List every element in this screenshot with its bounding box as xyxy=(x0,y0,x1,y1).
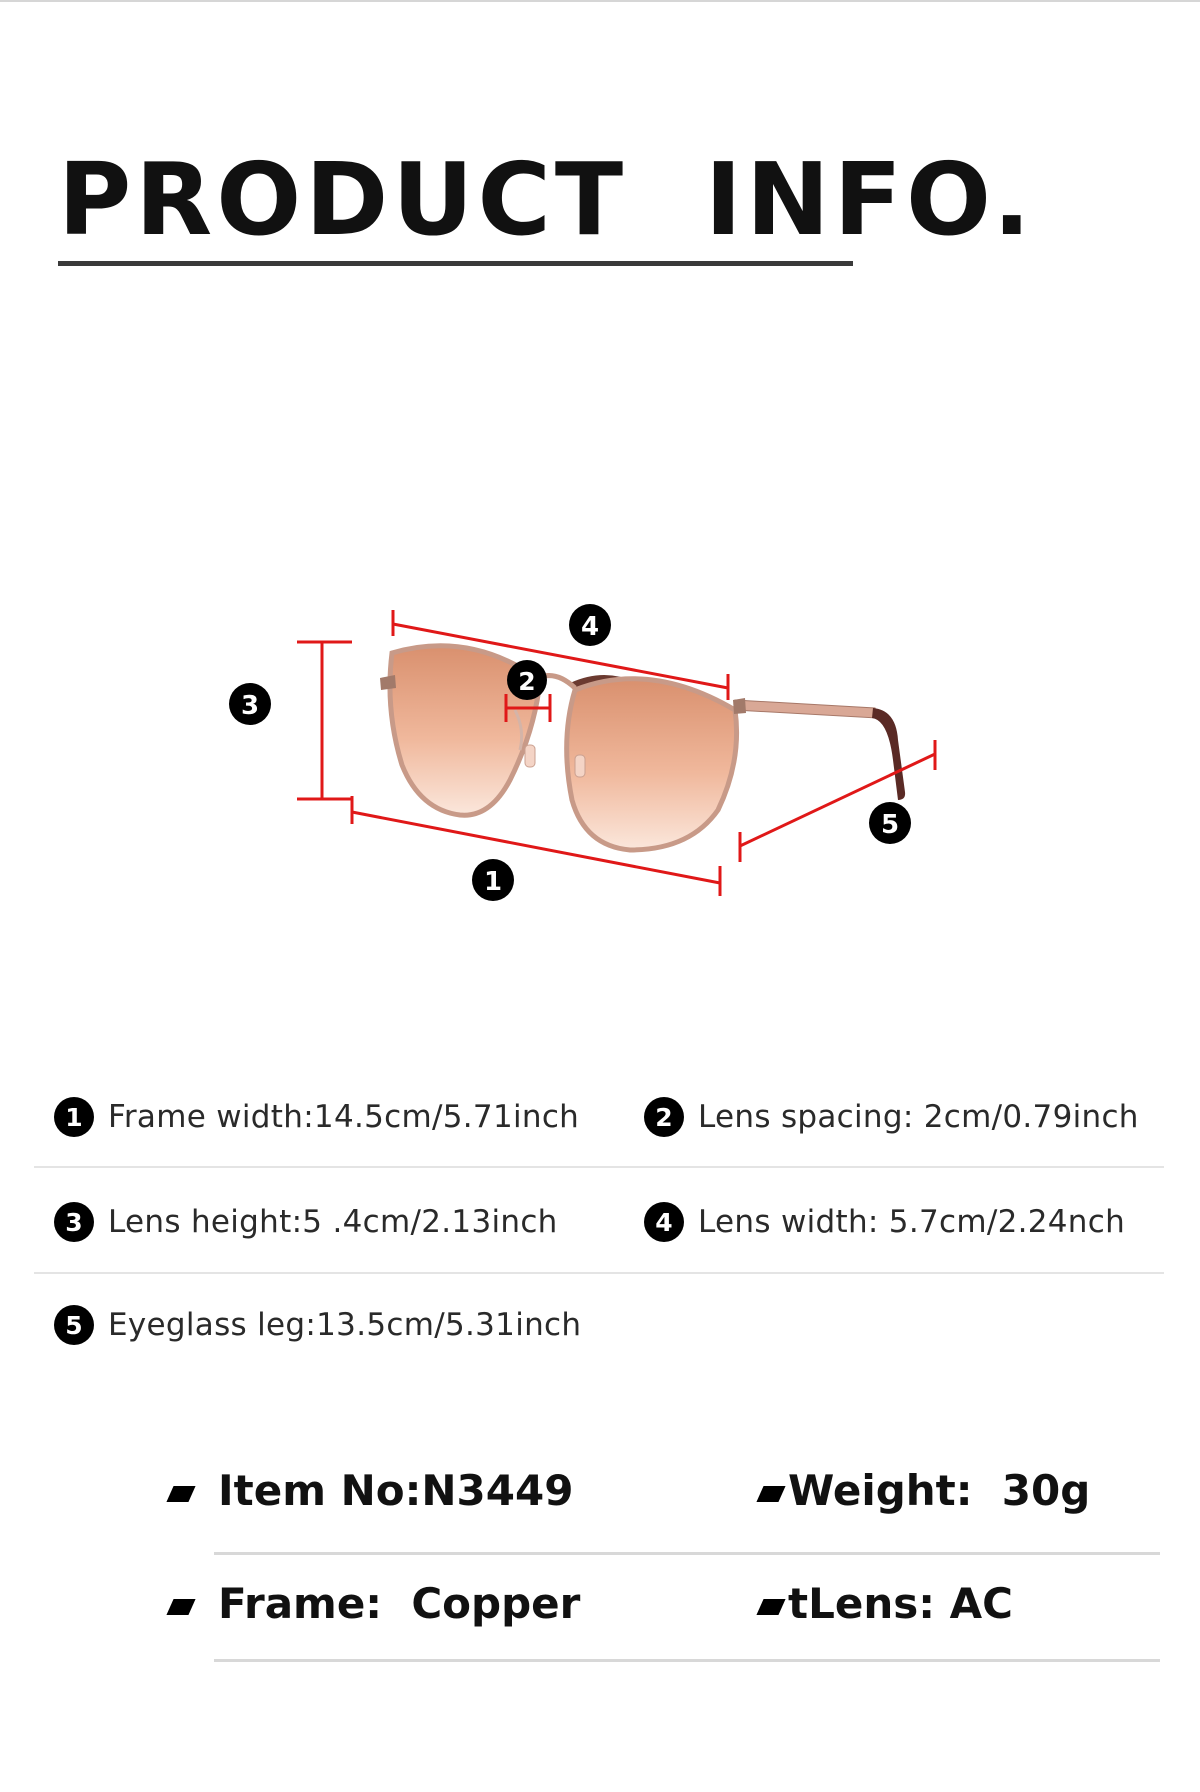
spec-eyeglass-leg xyxy=(54,1290,581,1360)
marker-4 xyxy=(569,604,611,646)
spec-frame-width xyxy=(54,1082,579,1152)
info-row-2 xyxy=(0,1563,1200,1643)
info-row-1 xyxy=(0,1450,1200,1530)
marker-3 xyxy=(229,683,271,725)
spec-text: Lens width: 5.7cm/2.24nch xyxy=(698,1204,1126,1240)
marker-2 xyxy=(507,660,547,700)
number-badge: 4 xyxy=(644,1202,684,1242)
marker-5 xyxy=(869,802,911,844)
bullet-icon xyxy=(756,1486,785,1502)
number-badge: 3 xyxy=(54,1202,94,1242)
info-divider xyxy=(214,1552,1160,1555)
spec-row-3 xyxy=(0,1290,1200,1360)
spec-divider xyxy=(34,1272,1164,1274)
glasses-measurement-diagram xyxy=(0,560,1200,920)
spec-row-1 xyxy=(0,1082,1200,1152)
marker-5-label: 5 xyxy=(880,810,900,840)
info-text: Item No:N3449 xyxy=(218,1465,574,1515)
number-badge: 5 xyxy=(54,1305,94,1345)
spec-row-2 xyxy=(0,1187,1200,1257)
info-text: tLens: AC xyxy=(788,1578,1013,1628)
info-text: Frame: Copper xyxy=(218,1578,581,1628)
marker-1 xyxy=(472,859,514,901)
bullet-icon xyxy=(166,1599,195,1615)
spec-text: Lens spacing: 2cm/0.79inch xyxy=(698,1099,1139,1135)
top-rule xyxy=(0,0,1200,2)
spec-divider xyxy=(34,1166,1164,1168)
info-lens xyxy=(760,1563,1013,1643)
spec-text: Lens height:5 .4cm/2.13inch xyxy=(108,1204,558,1240)
title-underline xyxy=(58,261,853,266)
info-weight xyxy=(760,1450,1090,1530)
marker-2-label: 2 xyxy=(518,667,536,696)
spec-lens-width xyxy=(644,1187,1125,1257)
marker-1-label: 1 xyxy=(483,867,503,897)
marker-4-label: 4 xyxy=(580,612,600,642)
page-title: PRODUCT INFO. xyxy=(58,141,1035,258)
spec-lens-height xyxy=(54,1187,558,1257)
spec-text: Eyeglass leg:13.5cm/5.31inch xyxy=(108,1307,582,1343)
marker-3-label: 3 xyxy=(240,691,260,721)
info-item-no xyxy=(170,1450,573,1530)
info-text: Weight: 30g xyxy=(788,1465,1091,1515)
info-frame xyxy=(170,1563,580,1643)
bullet-icon xyxy=(166,1486,195,1502)
number-badge: 1 xyxy=(54,1097,94,1137)
spec-lens-spacing xyxy=(644,1082,1139,1152)
info-divider xyxy=(214,1659,1160,1662)
spec-text: Frame width:14.5cm/5.71inch xyxy=(108,1099,580,1135)
bullet-icon xyxy=(756,1599,785,1615)
sunglasses-image xyxy=(380,646,905,850)
number-badge: 2 xyxy=(644,1097,684,1137)
